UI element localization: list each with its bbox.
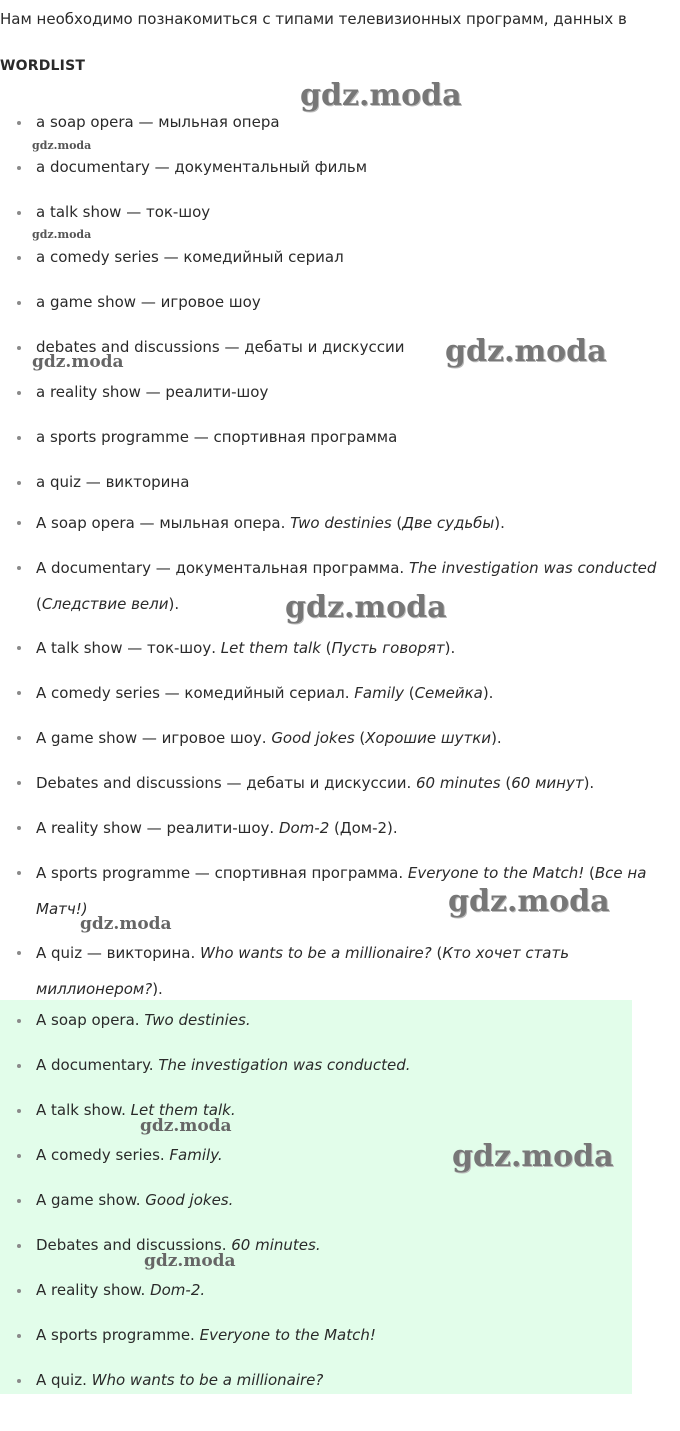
wordlist-item: a documentary — документальный фильм xyxy=(0,155,680,200)
example-item: A sports programme — спортивная программа. Everyone to the Match! (Все на Матч!) xyxy=(0,855,680,935)
watermark: gdz.moda xyxy=(32,228,92,241)
watermark: gdz.moda xyxy=(32,352,124,372)
answer-item: A soap opera. Two destinies. xyxy=(0,1008,680,1053)
watermark: gdz.moda xyxy=(32,139,92,152)
watermark: gdz.moda xyxy=(445,334,607,369)
answer-item: A comedy series. Family. xyxy=(0,1143,680,1188)
wordlist-item: a quiz — викторина xyxy=(0,470,680,515)
wordlist-item: a soap opera — мыльная опера xyxy=(0,110,680,155)
answer-item: A documentary. The investigation was conducted. xyxy=(0,1053,680,1098)
answer-item: Debates and discussions. 60 minutes. xyxy=(0,1233,680,1278)
example-item: A soap opera — мыльная опера. Two destinies (Две судьбы). xyxy=(0,505,680,550)
watermark: gdz.moda xyxy=(300,78,462,113)
example-item: Debates and discussions — дебаты и дискуссии. 60 minutes (60 минут). xyxy=(0,765,680,810)
wordlist-item: debates and discussions — дебаты и дискуссии xyxy=(0,335,680,380)
example-item: A reality show — реалити-шоу. Dom-2 (Дом-2). xyxy=(0,810,680,855)
watermark: gdz.moda xyxy=(140,1116,232,1136)
answers-list xyxy=(0,1008,680,1413)
wordlist-item: a talk show — ток-шоу xyxy=(0,200,680,245)
wordlist xyxy=(0,110,680,515)
watermark: gdz.moda xyxy=(80,914,172,934)
example-item: A quiz — викторина. Who wants to be a millionaire? (Кто хочет стать миллионером?). xyxy=(0,935,680,1015)
watermark: gdz.moda xyxy=(285,590,447,625)
example-item: A documentary — документальная программа. The investigation was conducted (Следствие вели). xyxy=(0,550,680,630)
answer-item: A quiz. Who wants to be a millionaire? xyxy=(0,1368,680,1413)
answer-item: A talk show. Let them talk. xyxy=(0,1098,680,1143)
example-item: A comedy series — комедийный сериал. Family (Семейка). xyxy=(0,675,680,720)
wordlist-item: a reality show — реалити-шоу xyxy=(0,380,680,425)
watermark: gdz.moda xyxy=(452,1139,614,1174)
answer-item: A game show. Good jokes. xyxy=(0,1188,680,1233)
wordlist-item: a sports programme — спортивная программа xyxy=(0,425,680,470)
watermark: gdz.moda xyxy=(448,884,610,919)
watermark: gdz.moda xyxy=(144,1251,236,1271)
intro-clip xyxy=(0,34,680,48)
wordlist-item: a game show — игровое шоу xyxy=(0,290,680,335)
example-item: A talk show — ток-шоу. Let them talk (Пусть говорят). xyxy=(0,630,680,675)
answer-item: A sports programme. Everyone to the Match! xyxy=(0,1323,680,1368)
wordlist-item: a comedy series — комедийный сериал xyxy=(0,245,680,290)
wordlist-heading: WORDLIST xyxy=(0,58,86,74)
intro-text: Нам необходимо познакомиться с типами телевизионных программ, данных в xyxy=(0,10,627,28)
example-item: A game show — игровое шоу. Good jokes (Хорошие шутки). xyxy=(0,720,680,765)
examples-list xyxy=(0,505,680,1015)
answer-item: A reality show. Dom-2. xyxy=(0,1278,680,1323)
